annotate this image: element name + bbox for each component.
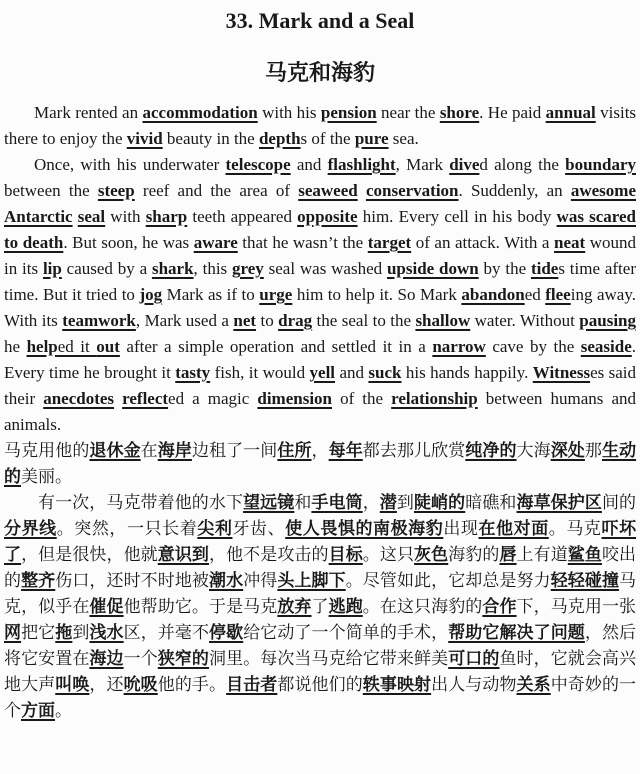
text-run: him. Every cell in his body: [357, 207, 557, 226]
vocab-term: annual: [545, 103, 596, 122]
text-run: 那: [584, 441, 602, 460]
vocab-term: out: [96, 337, 120, 356]
text-run: reef and the area of: [134, 181, 299, 200]
vocab-term: boundary: [565, 155, 636, 174]
text-run: sea.: [388, 129, 419, 148]
text-run: , this: [193, 259, 232, 278]
vocab-term: 意识到: [157, 545, 210, 564]
text-run: 给它动了一个简单的手术，: [243, 623, 449, 642]
text-run: , Mark: [395, 155, 450, 174]
vocab-term: 住所: [277, 441, 312, 460]
vocab-term: 陡峭的: [413, 493, 466, 512]
text-run: 伤口，还时不时地被: [55, 571, 210, 590]
text-run: after a simple operation and settled it in a: [119, 337, 433, 356]
text-run: 出现: [443, 519, 479, 538]
vocab-term: Witness: [532, 363, 591, 382]
vocab-term: 浅水: [89, 623, 124, 642]
text-run: seal was washed: [263, 259, 387, 278]
text-run: his hands happily.: [401, 363, 533, 382]
vocab-term: steep: [97, 181, 135, 200]
vocab-term: 手电筒: [311, 493, 363, 512]
text-run: by the: [478, 259, 531, 278]
text-run: 。突然，一只长着: [56, 519, 198, 538]
text-run: ed a magic: [168, 389, 258, 408]
vocab-term: 停歇: [209, 623, 244, 642]
page-title: 33. Mark and a Seal: [225, 8, 415, 33]
vocab-term: 狭窄的: [157, 649, 210, 668]
vocab-term: reflect: [122, 389, 169, 408]
text-run: 大海: [516, 441, 551, 460]
text-run: [114, 389, 122, 408]
text-run: 鱼时，它就会高兴地大声: [4, 649, 637, 694]
vocab-term: 目击者: [226, 675, 278, 694]
text-run: ed: [524, 285, 546, 304]
text-run: 和: [294, 493, 312, 512]
vocab-term: help: [26, 337, 58, 356]
vocab-term: accommodation: [142, 103, 258, 122]
text-run: s time after time. But it tried to: [4, 259, 636, 304]
text-run: water. Without: [470, 311, 580, 330]
vocab-term: vivid: [126, 129, 163, 148]
vocab-term: 轶事映射: [362, 675, 432, 694]
vocab-term: aware: [193, 233, 238, 252]
vocab-term: 灰色: [414, 545, 449, 564]
text-run: 到: [396, 493, 414, 512]
text-run: 中奇妙的一个: [4, 675, 637, 720]
vocab-term: urge: [259, 285, 293, 304]
text-run: 。这只: [362, 545, 415, 564]
vocab-term: 分界线: [4, 519, 57, 538]
vocab-term: 催促: [89, 597, 124, 616]
vocab-term: narrow: [432, 337, 486, 356]
paragraph-zh-2: [4, 490, 636, 724]
text-run: beauty in the: [162, 129, 259, 148]
text-run: to: [256, 311, 279, 330]
text-run: visits there to enjoy the: [4, 103, 637, 148]
text-run: 洞里。每次当马克给它带来鲜美: [209, 649, 449, 668]
page-title-chinese: 马克和海豹: [264, 60, 375, 85]
text-run: him to help it. So Mark: [292, 285, 462, 304]
vocab-term: 海岸: [157, 441, 192, 460]
vocab-term: 目标: [328, 545, 363, 564]
vocab-term: 方面: [21, 701, 55, 720]
text-run: ，他不是攻击的: [209, 545, 329, 564]
paragraph-en-2: [4, 152, 636, 438]
text-run: 牙齿、: [232, 519, 286, 538]
text-run: with: [105, 207, 146, 226]
text-run: ，: [362, 493, 380, 512]
vocab-term: 潮水: [209, 571, 244, 590]
vocab-term: shallow: [415, 311, 471, 330]
vocab-term: grey: [232, 259, 264, 278]
text-run: 边租了一间: [191, 441, 278, 460]
vocab-term: dive: [449, 155, 480, 174]
vocab-term: conservation: [365, 181, 459, 200]
vocab-term: 关系: [516, 675, 551, 694]
vocab-term: Antarctic: [4, 207, 73, 226]
vocab-term: awesome: [570, 181, 637, 200]
text-run: . He paid: [479, 103, 546, 122]
vocab-term: 望远镜: [243, 493, 295, 512]
vocab-term: flashlight: [327, 155, 396, 174]
text-run: 出人与动物: [431, 675, 517, 694]
vocab-term: 退休金: [89, 441, 141, 460]
text-run: Once, with his underwater: [34, 155, 226, 174]
text-run: that he wasn’t the: [237, 233, 368, 252]
text-run: 间的: [601, 493, 637, 512]
text-run: 有一次，马克带着他的水下: [38, 493, 244, 512]
text-run: 都去那儿欣赏: [362, 441, 466, 460]
text-run: 了: [311, 597, 329, 616]
vocab-term: 潜: [379, 493, 397, 512]
vocab-term: 吓坏了: [4, 519, 637, 564]
vocab-term: 尖利: [197, 519, 233, 538]
vocab-term: 整齐: [21, 571, 56, 590]
vocab-term: 深处: [550, 441, 585, 460]
text-run: ，但是很快，他就: [21, 545, 158, 564]
vocab-term: 帮助它解决了问题: [448, 623, 585, 642]
text-run: ，还: [89, 675, 124, 694]
text-run: . Every time he brought it: [4, 337, 637, 382]
text-run: 暗礁和: [465, 493, 517, 512]
text-run: of an attack. With a: [411, 233, 555, 252]
vocab-term: neat: [554, 233, 586, 252]
vocab-term: anecdotes: [43, 389, 115, 408]
vocab-term: 合作: [482, 597, 517, 616]
vocab-term: pension: [320, 103, 377, 122]
document-body: [4, 100, 636, 724]
vocab-term: seaweed: [298, 181, 358, 200]
text-run: 。在这只海豹的: [362, 597, 483, 616]
vocab-term: 吮吸: [123, 675, 158, 694]
vocab-term: tasty: [175, 363, 211, 382]
vocab-term: pausing: [579, 311, 636, 330]
vocab-term: 使人畏惧的南极海豹: [285, 519, 444, 538]
vocab-term: 海草保护区: [516, 493, 602, 512]
vocab-term: teamwork: [62, 311, 136, 330]
text-run: 到: [72, 623, 90, 642]
vocab-term: 轻轻碰撞: [550, 571, 620, 590]
text-run: es said their: [4, 363, 637, 408]
vocab-term: 头上脚下: [277, 571, 346, 590]
vocab-term: 叫唤: [55, 675, 90, 694]
vocab-term: sharp: [145, 207, 188, 226]
text-run: 一个: [123, 649, 158, 668]
vocab-term: depth: [258, 129, 301, 148]
vocab-term: dimension: [257, 389, 333, 408]
vocab-term: 可口的: [448, 649, 500, 668]
text-run: 美丽。: [21, 467, 72, 486]
text-run: and: [335, 363, 369, 382]
vocab-term: suck: [368, 363, 402, 382]
text-run: 都说他们的: [277, 675, 363, 694]
text-run: of the: [332, 389, 392, 408]
vocab-term: 唇: [499, 545, 517, 564]
vocab-term: tide: [530, 259, 559, 278]
text-run: 。尽管如此，它却总是努力: [345, 571, 551, 590]
vocab-term: abandon: [461, 285, 525, 304]
text-run: . Suddenly, an: [458, 181, 571, 200]
text-run: cave by the: [485, 337, 581, 356]
text-run: 上有道: [516, 545, 568, 564]
text-run: 他帮助它。于是马克: [123, 597, 278, 616]
vocab-term: was scared to death: [4, 207, 636, 252]
text-run: with his: [257, 103, 321, 122]
vocab-term: 生动的: [4, 441, 637, 486]
text-run: ，: [311, 441, 329, 460]
vocab-term: shore: [439, 103, 480, 122]
text-run: between humans and animals.: [4, 389, 636, 434]
text-run: s of the: [300, 129, 355, 148]
text-run: 海豹的: [448, 545, 500, 564]
text-run: and: [290, 155, 328, 174]
vocab-term: shark: [151, 259, 194, 278]
text-run: 马克用他的: [4, 441, 90, 460]
vocab-term: 逃跑: [328, 597, 363, 616]
text-run: 他的手。: [157, 675, 227, 694]
text-run: Mark as if to: [162, 285, 260, 304]
text-run: teeth appeared: [187, 207, 298, 226]
text-run: wound in its: [4, 233, 637, 278]
text-run: fish, it would: [210, 363, 310, 382]
text-run: 。马克: [548, 519, 602, 538]
text-run: 。: [55, 701, 72, 720]
text-run: . But soon, he was: [63, 233, 194, 252]
vocab-term: 拖: [55, 623, 73, 642]
vocab-term: telescope: [225, 155, 291, 174]
text-run: 咬出的: [4, 545, 637, 590]
vocab-term: net: [233, 311, 257, 330]
vocab-term: ed it: [57, 337, 97, 356]
paragraph-en-1: [4, 100, 636, 152]
vocab-term: 纯净的: [465, 441, 517, 460]
vocab-term: flee: [545, 285, 571, 304]
text-run: , Mark used a: [135, 311, 234, 330]
vocab-term: seaside: [580, 337, 632, 356]
text-run: the seal to the: [312, 311, 416, 330]
text-run: d along the: [479, 155, 566, 174]
vocab-term: 鲨鱼: [567, 545, 602, 564]
vocab-term: 在他对面: [478, 519, 549, 538]
text-run: 马克，似乎在: [4, 571, 637, 616]
text-run: near the: [376, 103, 440, 122]
vocab-term: 放弃: [277, 597, 312, 616]
vocab-term: 海边: [89, 649, 124, 668]
text-run: between the: [4, 181, 98, 200]
text-run: 把它: [21, 623, 56, 642]
text-run: 在: [140, 441, 158, 460]
text-run: ing away. With its: [4, 285, 636, 330]
text-run: caused by a: [61, 259, 152, 278]
vocab-term: upside down: [386, 259, 479, 278]
vocab-term: drag: [278, 311, 313, 330]
vocab-term: opposite: [297, 207, 358, 226]
vocab-term: yell: [309, 363, 336, 382]
vocab-term: seal: [77, 207, 106, 226]
text-run: 下，马克用一张: [516, 597, 637, 616]
vocab-term: lip: [42, 259, 62, 278]
vocab-term: relationship: [391, 389, 478, 408]
vocab-term: 网: [4, 623, 22, 642]
vocab-term: 每年: [328, 441, 363, 460]
vocab-term: target: [367, 233, 412, 252]
vocab-term: jog: [139, 285, 163, 304]
text-run: 区，并毫不: [123, 623, 210, 642]
text-run: Mark rented an: [34, 103, 143, 122]
text-run: [358, 181, 366, 200]
text-run: he: [4, 337, 27, 356]
text-run: ，然后将它安置在: [4, 623, 637, 668]
paragraph-zh-1: [4, 438, 636, 490]
text-run: 冲得: [243, 571, 278, 590]
vocab-term: pure: [354, 129, 389, 148]
